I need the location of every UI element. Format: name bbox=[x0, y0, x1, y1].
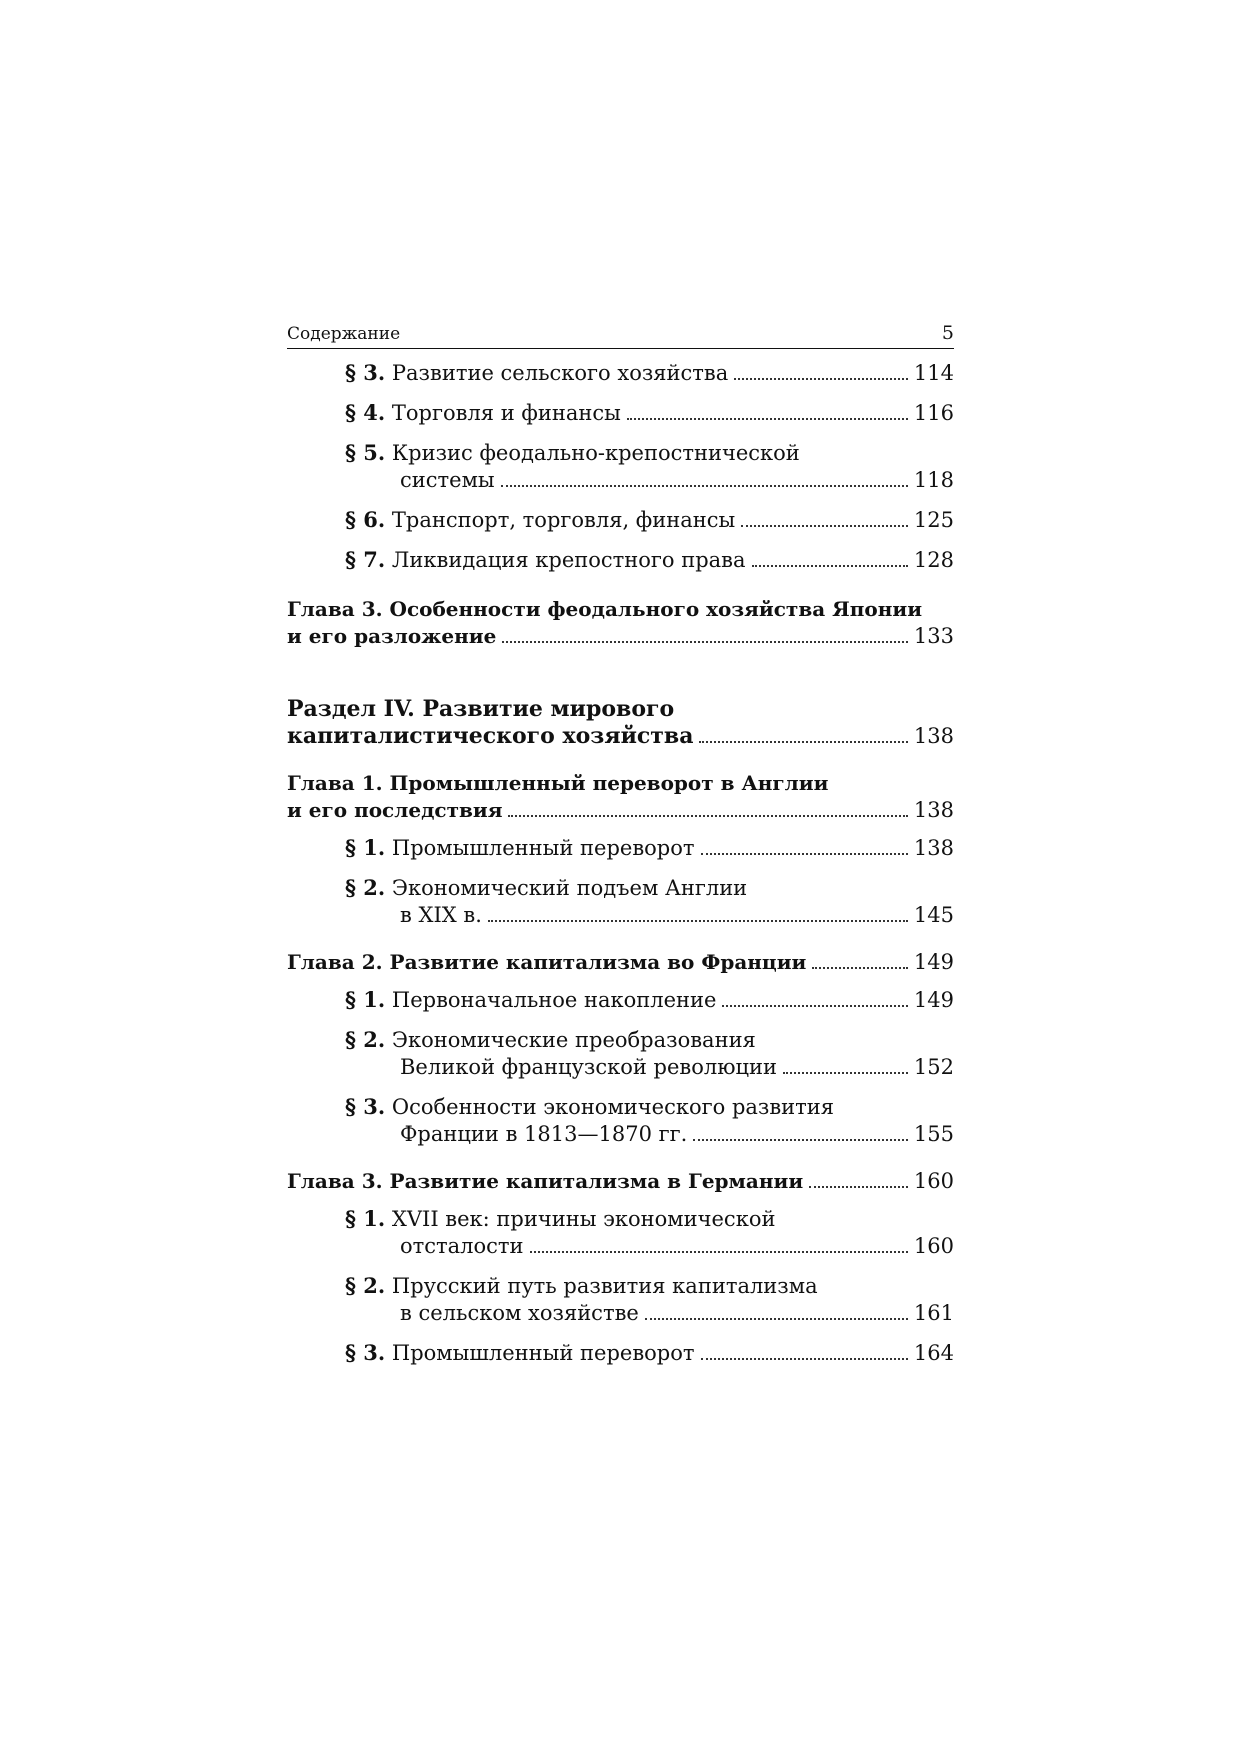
toc-page-number: 161 bbox=[913, 1301, 954, 1325]
toc-entry-title: в XIX в. bbox=[400, 903, 482, 927]
toc-entry bbox=[287, 834, 954, 862]
paragraph-number: § 7. bbox=[345, 547, 386, 572]
toc-page-number: 160 bbox=[913, 1169, 954, 1193]
toc-page-number: 152 bbox=[913, 1055, 954, 1079]
toc-entry-line bbox=[345, 1272, 954, 1300]
toc-entry-title: и его последствия bbox=[287, 798, 503, 822]
toc-entry-line bbox=[287, 949, 954, 976]
toc-entry bbox=[287, 770, 954, 824]
paragraph-number: § 2. bbox=[345, 1027, 386, 1052]
paragraph-number: § 3. bbox=[345, 1094, 386, 1119]
dot-leader bbox=[741, 525, 908, 527]
toc-entry bbox=[287, 1339, 954, 1367]
table-of-contents bbox=[287, 359, 954, 1367]
toc-page-number: 138 bbox=[913, 836, 954, 860]
paragraph-number: § 6. bbox=[345, 507, 386, 532]
toc-entry-title: Промышленный переворот bbox=[391, 836, 695, 860]
toc-entry-title: в сельском хозяйстве bbox=[400, 1301, 639, 1325]
toc-entry-title: системы bbox=[400, 468, 495, 492]
toc-entry-line bbox=[345, 506, 954, 534]
toc-entry-line bbox=[345, 359, 954, 387]
paragraph-number: § 4. bbox=[345, 400, 386, 425]
toc-page-number: 125 bbox=[913, 508, 954, 532]
toc-entry bbox=[287, 1168, 954, 1195]
toc-entry-title: отсталости bbox=[400, 1234, 524, 1258]
toc-page-number: 116 bbox=[913, 401, 954, 425]
dot-leader bbox=[488, 920, 908, 922]
toc-entry-title: Развитие сельского хозяйства bbox=[391, 361, 729, 385]
toc-page-number: 149 bbox=[913, 950, 954, 974]
toc-entry-line bbox=[287, 596, 954, 623]
running-head bbox=[287, 322, 954, 349]
paragraph-number: § 3. bbox=[345, 1340, 386, 1365]
toc-entry-title: Раздел IV. Развитие мирового bbox=[287, 696, 675, 722]
dot-leader bbox=[501, 485, 908, 487]
toc-entry-line bbox=[345, 902, 954, 929]
toc-entry-line bbox=[345, 1300, 954, 1327]
toc-entry-title: капиталистического хозяйства bbox=[287, 723, 694, 749]
toc-page-number: 118 bbox=[913, 468, 954, 492]
dot-leader bbox=[530, 1251, 908, 1253]
toc-entry-line bbox=[287, 623, 954, 650]
toc-entry-title: Глава 2. Развитие капитализма во Франции bbox=[287, 950, 807, 974]
dot-leader bbox=[693, 1139, 908, 1141]
toc-entry-title: XVII век: причины экономической bbox=[391, 1207, 776, 1231]
toc-entry bbox=[287, 359, 954, 387]
toc-entry-line bbox=[345, 1093, 954, 1121]
toc-entry bbox=[287, 439, 954, 494]
toc-entry-line bbox=[345, 399, 954, 427]
dot-leader bbox=[812, 967, 908, 969]
toc-entry-title: Глава 3. Развитие капитализма в Германии bbox=[287, 1169, 804, 1193]
toc-page-number: 133 bbox=[913, 624, 954, 648]
dot-leader bbox=[699, 741, 907, 743]
toc-entry bbox=[287, 596, 954, 650]
toc-entry bbox=[287, 874, 954, 929]
dot-leader bbox=[752, 565, 908, 567]
toc-entry bbox=[287, 696, 954, 750]
dot-leader bbox=[783, 1072, 908, 1074]
toc-entry-title: Ликвидация крепостного права bbox=[391, 548, 746, 572]
toc-entry-title: Экономический подъем Англии bbox=[391, 876, 748, 900]
toc-entry-line bbox=[345, 1054, 954, 1081]
toc-entry bbox=[287, 986, 954, 1014]
dot-leader bbox=[645, 1318, 908, 1320]
toc-entry-line bbox=[345, 1205, 954, 1233]
toc-entry bbox=[287, 949, 954, 976]
toc-entry-line bbox=[287, 797, 954, 824]
toc-entry bbox=[287, 1272, 954, 1327]
dot-leader bbox=[701, 853, 908, 855]
paragraph-number: § 2. bbox=[345, 875, 386, 900]
paragraph-number: § 1. bbox=[345, 835, 386, 860]
toc-entry-title: Франции в 1813—1870 гг. bbox=[400, 1122, 688, 1146]
dot-leader bbox=[627, 418, 908, 420]
toc-entry-line bbox=[287, 723, 954, 750]
dot-leader bbox=[809, 1186, 908, 1188]
toc-page-number: 149 bbox=[913, 988, 954, 1012]
running-head-title: Содержание bbox=[287, 324, 401, 344]
toc-entry-line bbox=[345, 1026, 954, 1054]
dot-leader bbox=[734, 378, 908, 380]
paragraph-number: § 2. bbox=[345, 1273, 386, 1298]
dot-leader bbox=[722, 1005, 907, 1007]
toc-entry-line bbox=[345, 546, 954, 574]
dot-leader bbox=[508, 815, 907, 817]
paragraph-number: § 1. bbox=[345, 1206, 386, 1231]
toc-entry-title: Промышленный переворот bbox=[391, 1341, 695, 1365]
toc-entry-title: Особенности экономического развития bbox=[391, 1095, 835, 1119]
toc-entry-line bbox=[345, 1121, 954, 1148]
toc-entry-title: Кризис феодально-крепостнической bbox=[391, 441, 800, 465]
toc-page-number: 138 bbox=[913, 798, 954, 822]
toc-entry-line bbox=[345, 874, 954, 902]
toc-entry-title: Прусский путь развития капитализма bbox=[391, 1274, 818, 1298]
toc-entry-line bbox=[345, 1339, 954, 1367]
toc-page-number: 114 bbox=[913, 361, 954, 385]
toc-entry-title: Первоначальное накопление bbox=[391, 988, 717, 1012]
paragraph-number: § 5. bbox=[345, 440, 386, 465]
toc-page-number: 160 bbox=[913, 1234, 954, 1258]
toc-entry-title: Экономические преобразования bbox=[391, 1028, 756, 1052]
toc-page-number: 138 bbox=[913, 724, 954, 748]
toc-entry bbox=[287, 1205, 954, 1260]
toc-entry-line bbox=[287, 1168, 954, 1195]
toc-page-number: 155 bbox=[913, 1122, 954, 1146]
toc-entry-title: и его разложение bbox=[287, 624, 497, 648]
page bbox=[287, 322, 954, 1367]
toc-entry bbox=[287, 546, 954, 574]
toc-entry-line bbox=[345, 986, 954, 1014]
paragraph-number: § 3. bbox=[345, 360, 386, 385]
toc-entry-line bbox=[345, 439, 954, 467]
toc-page-number: 164 bbox=[913, 1341, 954, 1365]
toc-entry-line bbox=[345, 1233, 954, 1260]
toc-entry-line bbox=[287, 696, 954, 723]
dot-leader bbox=[701, 1358, 908, 1360]
toc-entry bbox=[287, 1093, 954, 1148]
toc-entry-title: Глава 1. Промышленный переворот в Англии bbox=[287, 771, 829, 795]
toc-page-number: 128 bbox=[913, 548, 954, 572]
toc-entry bbox=[287, 1026, 954, 1081]
toc-page-number: 145 bbox=[913, 903, 954, 927]
toc-entry-title: Торговля и финансы bbox=[391, 401, 621, 425]
toc-entry-line bbox=[287, 770, 954, 797]
toc-entry-title: Великой французской революции bbox=[400, 1055, 778, 1079]
dot-leader bbox=[502, 641, 908, 643]
paragraph-number: § 1. bbox=[345, 987, 386, 1012]
toc-entry bbox=[287, 399, 954, 427]
toc-entry-line bbox=[345, 834, 954, 862]
toc-entry-title: Глава 3. Особенности феодального хозяйства Японии bbox=[287, 597, 923, 621]
toc-entry-line bbox=[345, 467, 954, 494]
toc-entry-title: Транспорт, торговля, финансы bbox=[391, 508, 736, 532]
page-number: 5 bbox=[941, 322, 954, 344]
toc-entry bbox=[287, 506, 954, 534]
